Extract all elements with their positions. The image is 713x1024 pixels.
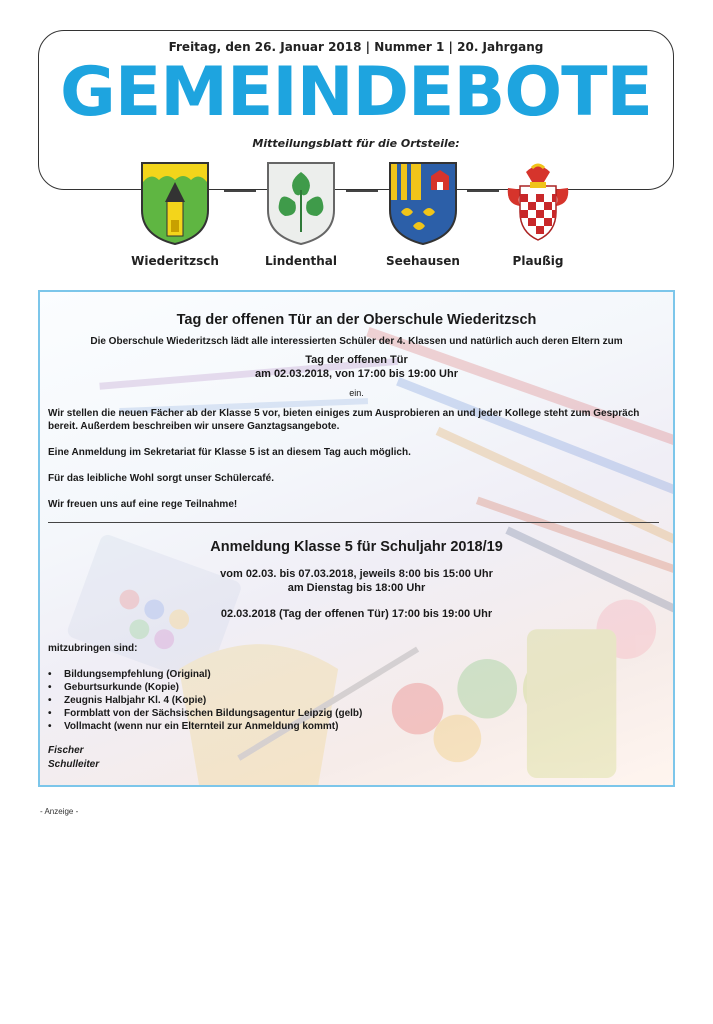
registration-heading: Anmeldung Klasse 5 für Schuljahr 2018/19: [210, 539, 503, 555]
notice-box: [38, 290, 675, 787]
list-item: • Vollmacht (wenn nur ein Elternteil zur Anmeldung kommt): [48, 720, 362, 733]
list-item: • Bildungsempfehlung (Original): [48, 668, 362, 681]
invite-word: ein.: [349, 388, 364, 398]
paragraph-subjects: Wir stellen die neuen Fächer ab der Klasse 5 vor, bieten einiges zum Ausprobieren an und jeder Kollege steht zum Gespräch bereit. Außerdem beschreiben wir unsere Ganztagsangebote.: [48, 408, 640, 432]
newspaper-title: GEMEINDEBOTE: [60, 53, 652, 132]
list-item: • Geburtsurkunde (Kopie): [48, 681, 362, 694]
signature-name: Fischer: [48, 745, 84, 756]
seehausen-crest-icon: [387, 160, 459, 246]
registration-open-day: 02.03.2018 (Tag der offenen Tür) 17:00 bis 19:00 Uhr: [220, 608, 493, 620]
registration-dates: vom 02.03. bis 07.03.2018, jeweils 8:00 bis 15:00 Uhr: [220, 568, 493, 580]
crest-label: Wiederitzsch: [131, 254, 219, 268]
crest-seehausen: [363, 160, 483, 268]
advertisement-label: - Anzeige -: [40, 807, 79, 816]
list-item: • Formblatt von der Sächsischen Bildungsagentur Leipzig (gelb): [48, 707, 362, 720]
notice-intro: Die Oberschule Wiederitzsch lädt alle interessierten Schüler der 4. Klassen und natürlich auch deren Eltern zum: [90, 336, 623, 347]
event-name: Tag der offenen Tür: [305, 354, 408, 366]
plaussig-crest-icon: [502, 160, 574, 246]
section-divider: [48, 522, 659, 523]
crest-label: Lindenthal: [264, 254, 338, 268]
notice-heading: Tag der offenen Tür an der Oberschule Wiederitzsch: [176, 312, 537, 328]
registration-tuesday: am Dienstag bis 18:00 Uhr: [287, 582, 426, 594]
crest-lindenthal: [241, 160, 361, 268]
lindenthal-crest-icon: [265, 160, 337, 246]
signature-role: Schulleiter: [48, 759, 100, 770]
wiederitzsch-crest-icon: [139, 160, 211, 246]
crest-row: [0, 160, 713, 280]
required-documents-list: [48, 668, 362, 733]
list-item: • Zeugnis Halbjahr Kl. 4 (Kopie): [48, 694, 362, 707]
paragraph-registration: Eine Anmeldung im Sekretariat für Klasse 5 ist an diesem Tag auch möglich.: [48, 447, 411, 458]
paragraph-cafe: Für das leibliche Wohl sorgt unser Schülercafé.: [48, 473, 274, 484]
crest-label: Plaußig: [512, 254, 564, 268]
crest-plaussig: [478, 160, 598, 268]
issue-line: Freitag, den 26. Januar 2018 | Nummer 1 | 20. Jahrgang: [168, 40, 544, 54]
event-time: am 02.03.2018, von 17:00 bis 19:00 Uhr: [254, 368, 458, 380]
bring-label: mitzubringen sind:: [48, 643, 138, 654]
paragraph-closing: Wir freuen uns auf eine rege Teilnahme!: [48, 499, 238, 510]
crest-label: Seehausen: [386, 254, 460, 268]
newspaper-subtitle: Mitteilungsblatt für die Ortsteile:: [252, 137, 460, 150]
notice-content: [40, 292, 673, 785]
crest-wiederitzsch: [115, 160, 235, 268]
